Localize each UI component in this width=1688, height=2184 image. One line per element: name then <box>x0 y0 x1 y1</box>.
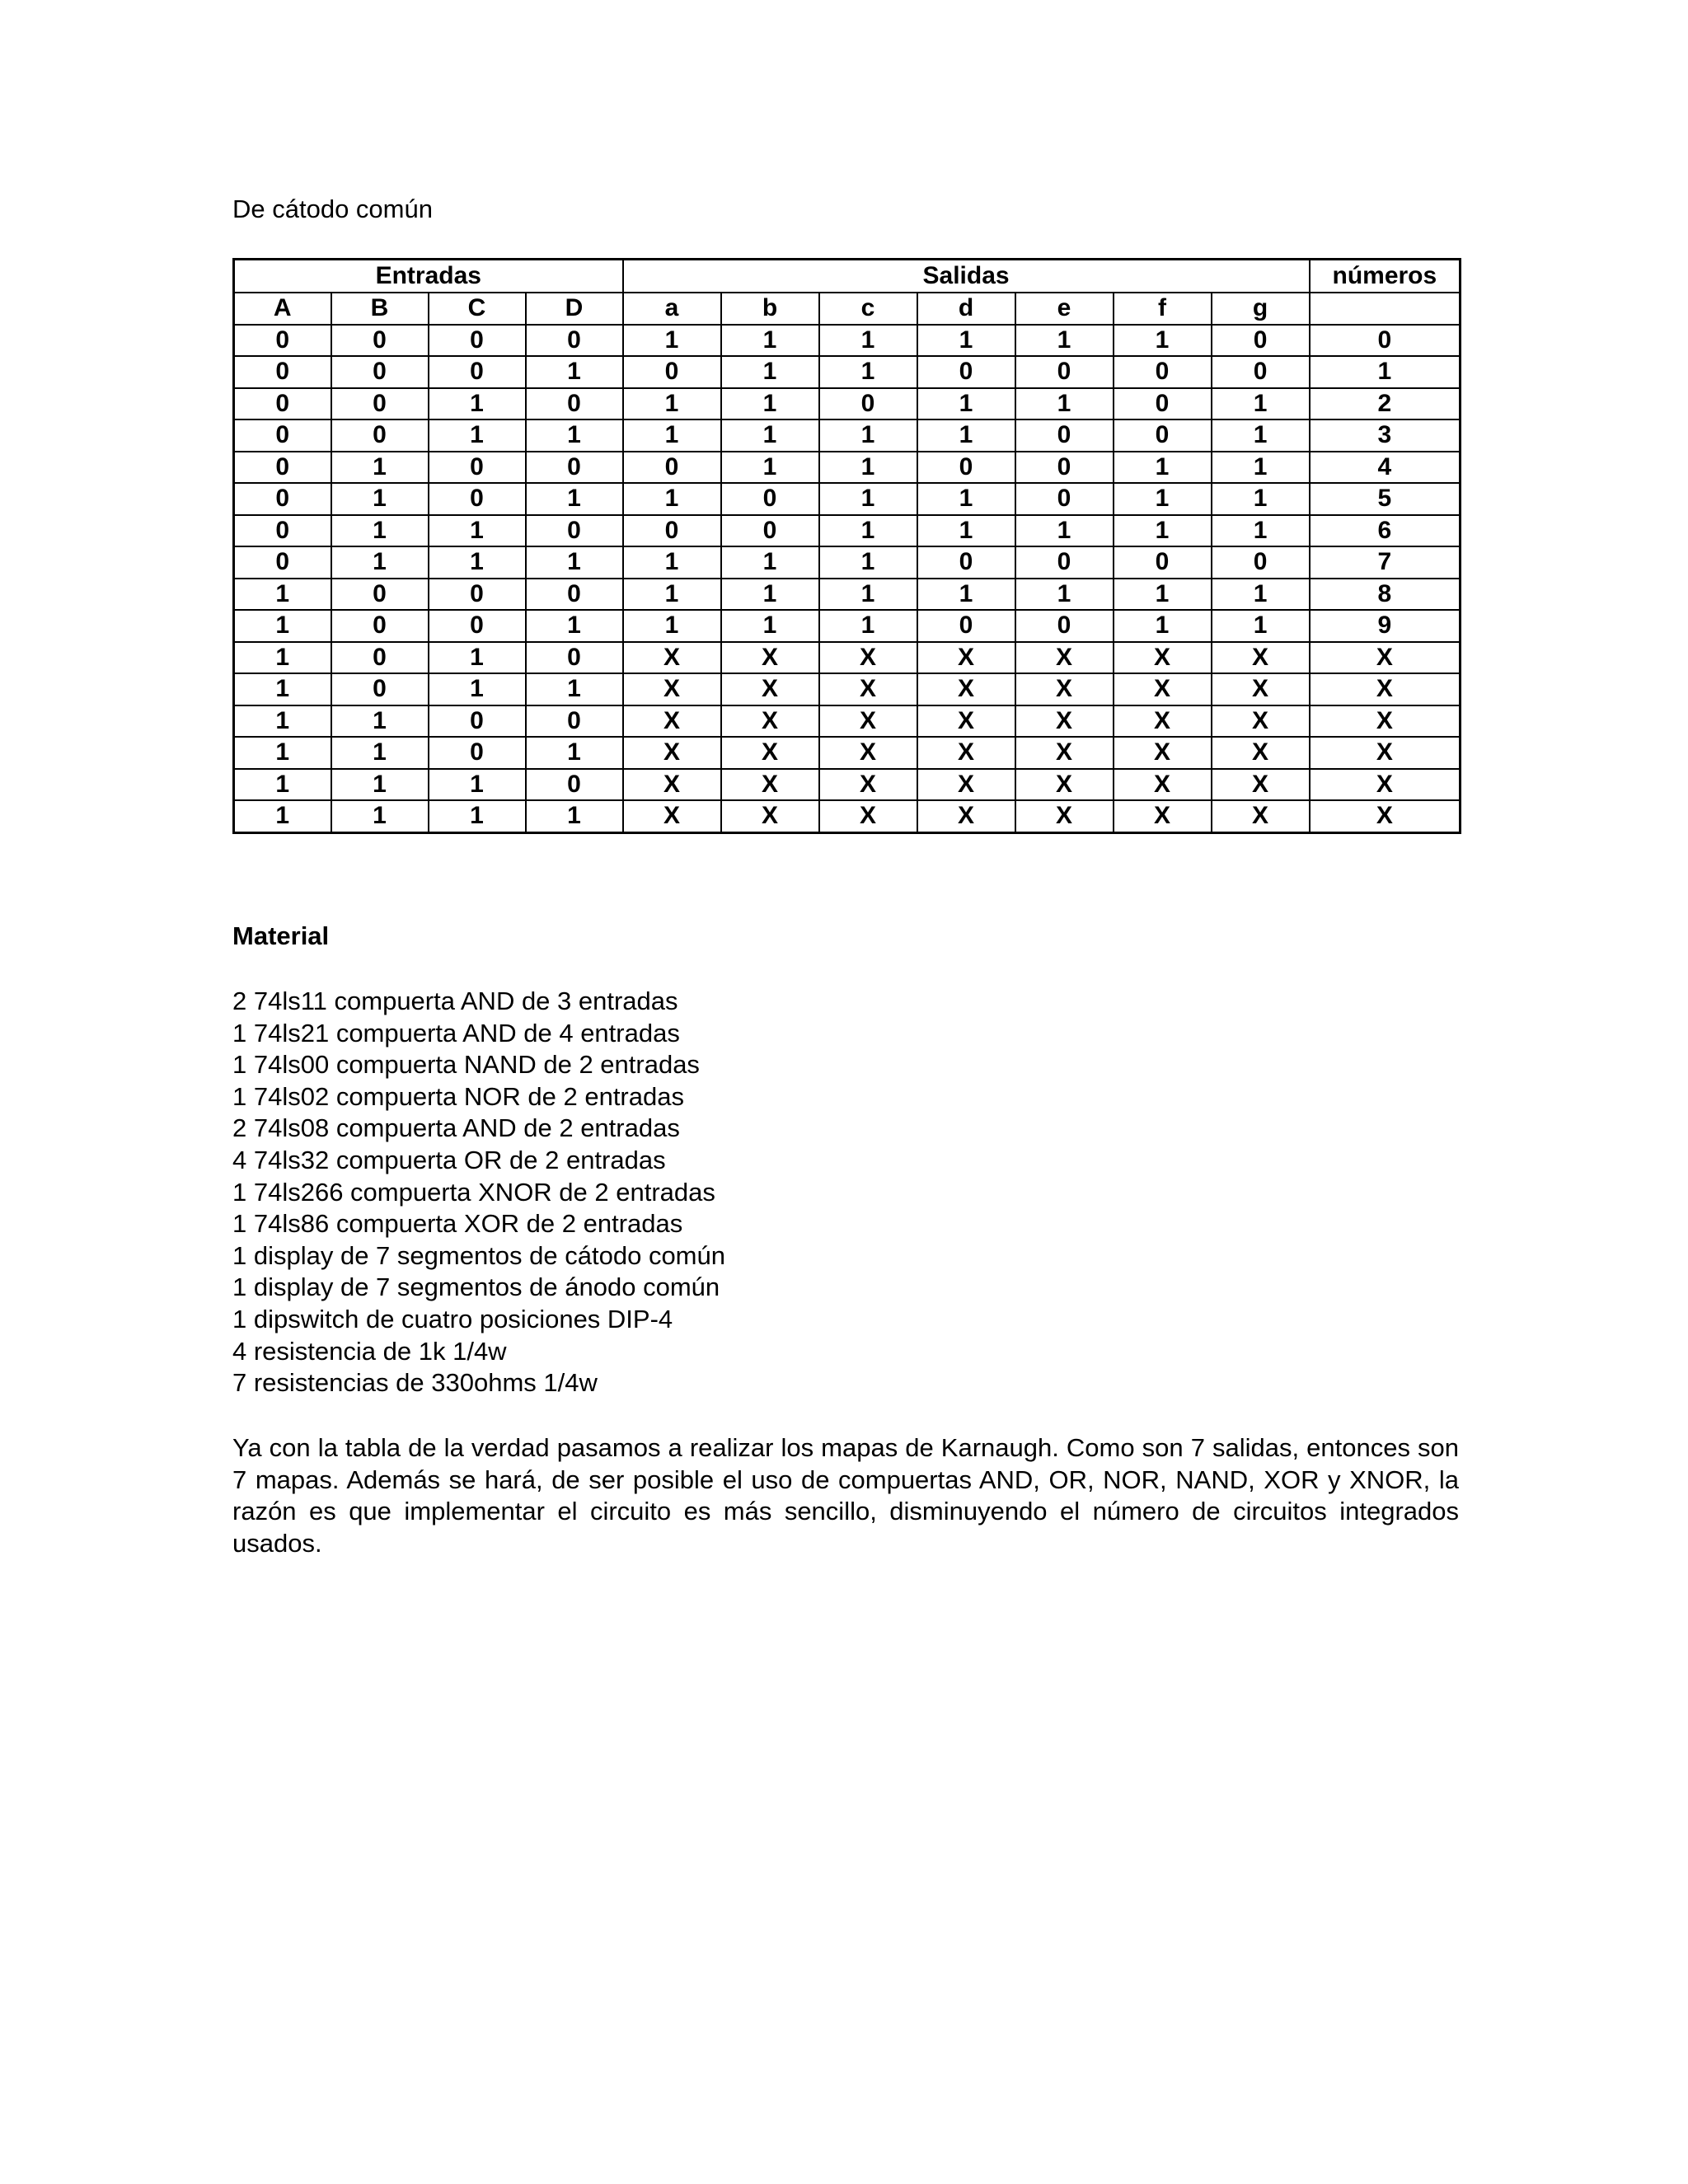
table-cell: X <box>623 800 721 832</box>
table-cell: 1 <box>623 419 721 452</box>
list-item: 1 74ls21 compuerta AND de 4 entradas <box>232 1018 680 1047</box>
table-cell: 1 <box>331 546 429 579</box>
table-cell: 0 <box>429 579 526 611</box>
table-cell: 1 <box>1212 515 1310 547</box>
table-cell: 0 <box>526 515 623 547</box>
table-row <box>234 419 1461 452</box>
material-list <box>232 986 725 1399</box>
table-cell: 0 <box>429 705 526 738</box>
table-cell: 1 <box>1015 325 1114 357</box>
column-header: b <box>721 293 819 325</box>
column-header: a <box>623 293 721 325</box>
table-cell: 0 <box>1114 419 1212 452</box>
table-cell: X <box>1310 642 1461 674</box>
table-cell: 1 <box>721 419 819 452</box>
table-row <box>234 546 1461 579</box>
table-cell: X <box>623 737 721 769</box>
table-row <box>234 800 1461 832</box>
table-cell: 1 <box>819 452 917 484</box>
table-cell: 0 <box>917 610 1015 642</box>
table-cell: 1 <box>917 483 1015 515</box>
table-cell: 1 <box>234 579 331 611</box>
table-cell: X <box>819 705 917 738</box>
table-cell: 0 <box>331 642 429 674</box>
table-cell: 1 <box>917 419 1015 452</box>
table-cell: X <box>1015 737 1114 769</box>
column-header <box>1310 293 1461 325</box>
table-cell: 1 <box>819 419 917 452</box>
table-cell: 1 <box>234 800 331 832</box>
table-cell: X <box>819 769 917 801</box>
table-cell: 1 <box>1114 483 1212 515</box>
table-cell: 1 <box>1114 515 1212 547</box>
table-cell: X <box>1310 705 1461 738</box>
table-cell: 1 <box>623 325 721 357</box>
table-cell: X <box>1212 673 1310 705</box>
table-cell: X <box>1212 705 1310 738</box>
table-cell: 1 <box>819 356 917 388</box>
table-cell: 1 <box>234 673 331 705</box>
table-cell: 1 <box>1212 610 1310 642</box>
table-cell: 1 <box>1212 388 1310 420</box>
table-cell: 8 <box>1310 579 1461 611</box>
table-cell: 3 <box>1310 419 1461 452</box>
table-cell: 0 <box>526 388 623 420</box>
table-cell: X <box>819 800 917 832</box>
list-item: 1 74ls00 compuerta NAND de 2 entradas <box>232 1050 700 1080</box>
column-header: B <box>331 293 429 325</box>
table-cell: X <box>1310 769 1461 801</box>
list-item: 7 resistencias de 330ohms 1/4w <box>232 1368 598 1398</box>
table-cell: 1 <box>429 673 526 705</box>
table-cell: X <box>819 737 917 769</box>
table-cell: 1 <box>1114 610 1212 642</box>
truth-table <box>232 258 1461 834</box>
table-row <box>234 388 1461 420</box>
table-cell: 0 <box>917 452 1015 484</box>
column-header: A <box>234 293 331 325</box>
material-title: Material <box>232 921 330 950</box>
inputs-header: Entradas <box>234 260 623 293</box>
table-cell: X <box>819 642 917 674</box>
table-cell: 1 <box>1114 579 1212 611</box>
table-cell: X <box>1114 705 1212 738</box>
table-cell: X <box>819 673 917 705</box>
table-cell: 1 <box>234 642 331 674</box>
table-row <box>234 705 1461 738</box>
column-header: C <box>429 293 526 325</box>
table-cell: 1 <box>1310 356 1461 388</box>
table-cell: 0 <box>234 515 331 547</box>
table-cell: 0 <box>1015 419 1114 452</box>
table-cell: 0 <box>526 579 623 611</box>
outputs-header: Salidas <box>623 260 1310 293</box>
table-cell: 1 <box>331 705 429 738</box>
table-cell: 1 <box>721 610 819 642</box>
table-cell: X <box>1114 642 1212 674</box>
table-cell: 1 <box>234 769 331 801</box>
table-cell: 9 <box>1310 610 1461 642</box>
numbers-header: números <box>1310 260 1461 293</box>
table-cell: 1 <box>623 610 721 642</box>
table-cell: 1 <box>623 483 721 515</box>
table-cell: 0 <box>1015 356 1114 388</box>
table-cell: X <box>623 642 721 674</box>
table-cell: X <box>1114 737 1212 769</box>
table-cell: X <box>721 737 819 769</box>
table-cell: X <box>917 800 1015 832</box>
column-header: g <box>1212 293 1310 325</box>
table-cell: 0 <box>721 515 819 547</box>
table-cell: 1 <box>429 642 526 674</box>
table-cell: 2 <box>1310 388 1461 420</box>
table-cell: 1 <box>819 325 917 357</box>
table-cell: 1 <box>429 515 526 547</box>
column-header: f <box>1114 293 1212 325</box>
table-cell: 0 <box>429 737 526 769</box>
table-cell: X <box>1015 705 1114 738</box>
list-item: 1 74ls02 compuerta NOR de 2 entradas <box>232 1081 684 1111</box>
table-cell: 1 <box>429 546 526 579</box>
table-cell: 1 <box>721 388 819 420</box>
table-cell: 1 <box>819 546 917 579</box>
table-cell: 1 <box>819 610 917 642</box>
table-cell: 0 <box>331 356 429 388</box>
section-heading: De cátodo común <box>232 194 433 223</box>
table-cell: 4 <box>1310 452 1461 484</box>
table-cell: 0 <box>331 673 429 705</box>
column-header: D <box>526 293 623 325</box>
table-cell: 0 <box>623 356 721 388</box>
table-row <box>234 610 1461 642</box>
table-cell: X <box>917 769 1015 801</box>
table-cell: 0 <box>234 452 331 484</box>
table-cell: 1 <box>1015 515 1114 547</box>
table-cell: X <box>1015 673 1114 705</box>
table-cell: 0 <box>526 642 623 674</box>
table-row <box>234 515 1461 547</box>
truth-table-body <box>234 260 1461 833</box>
table-cell: 1 <box>234 737 331 769</box>
table-cell: 7 <box>1310 546 1461 579</box>
table-cell: 0 <box>234 546 331 579</box>
table-cell: 1 <box>819 579 917 611</box>
table-cell: 1 <box>429 419 526 452</box>
table-cell: 1 <box>331 769 429 801</box>
table-cell: 1 <box>1015 388 1114 420</box>
table-cell: 1 <box>1212 579 1310 611</box>
table-cell: 0 <box>1212 546 1310 579</box>
table-cell: 1 <box>917 579 1015 611</box>
table-cell: X <box>1114 800 1212 832</box>
list-item: 4 resistencia de 1k 1/4w <box>232 1336 507 1366</box>
table-cell: X <box>623 769 721 801</box>
table-cell: 1 <box>721 452 819 484</box>
list-item: 1 74ls266 compuerta XNOR de 2 entradas <box>232 1177 715 1207</box>
table-cell: 1 <box>1212 419 1310 452</box>
table-cell: X <box>623 673 721 705</box>
table-cell: X <box>1310 737 1461 769</box>
table-cell: 1 <box>917 388 1015 420</box>
table-cell: 0 <box>917 546 1015 579</box>
table-cell: 1 <box>429 388 526 420</box>
table-cell: X <box>1212 737 1310 769</box>
table-row <box>234 452 1461 484</box>
table-cell: X <box>917 737 1015 769</box>
table-row <box>234 769 1461 801</box>
table-cell: 1 <box>1212 452 1310 484</box>
table-cell: 1 <box>819 483 917 515</box>
list-item: 2 74ls08 compuerta AND de 2 entradas <box>232 1113 680 1143</box>
table-cell: 0 <box>526 705 623 738</box>
column-header: d <box>917 293 1015 325</box>
table-cell: 0 <box>234 325 331 357</box>
table-cell: 0 <box>331 388 429 420</box>
table-cell: X <box>1212 769 1310 801</box>
table-cell: 6 <box>1310 515 1461 547</box>
list-item: 2 74ls11 compuerta AND de 3 entradas <box>232 987 678 1015</box>
table-cell: 0 <box>234 356 331 388</box>
table-cell: 1 <box>331 452 429 484</box>
table-cell: 0 <box>429 483 526 515</box>
table-cell: 1 <box>234 610 331 642</box>
column-header: c <box>819 293 917 325</box>
table-row <box>234 356 1461 388</box>
list-item: 1 74ls86 compuerta XOR de 2 entradas <box>232 1209 683 1239</box>
table-cell: X <box>1212 642 1310 674</box>
table-cell: 0 <box>1114 388 1212 420</box>
table-cell: 0 <box>1212 325 1310 357</box>
table-cell: 5 <box>1310 483 1461 515</box>
table-cell: 1 <box>623 388 721 420</box>
table-row <box>234 483 1461 515</box>
table-cell: 1 <box>1015 579 1114 611</box>
table-cell: X <box>721 673 819 705</box>
table-cell: 0 <box>1015 546 1114 579</box>
table-cell: 0 <box>429 356 526 388</box>
table-cell: 1 <box>331 800 429 832</box>
table-cell: 1 <box>1114 325 1212 357</box>
table-cell: 0 <box>331 419 429 452</box>
table-cell: 1 <box>1212 483 1310 515</box>
table-cell: 0 <box>917 356 1015 388</box>
table-cell: 0 <box>429 452 526 484</box>
table-cell: 0 <box>1015 610 1114 642</box>
table-cell: 1 <box>721 356 819 388</box>
table-cell: X <box>1114 673 1212 705</box>
table-cell: 1 <box>917 325 1015 357</box>
table-cell: 0 <box>234 388 331 420</box>
table-cell: X <box>1114 769 1212 801</box>
table-cell: 0 <box>1015 483 1114 515</box>
table-cell: X <box>1212 800 1310 832</box>
table-row <box>234 642 1461 674</box>
table-cell: 0 <box>623 515 721 547</box>
list-item: 1 display de 7 segmentos de cátodo común <box>232 1240 725 1270</box>
table-cell: X <box>917 642 1015 674</box>
table-cell: 0 <box>429 610 526 642</box>
table-cell: 1 <box>526 356 623 388</box>
table-cell: 0 <box>331 579 429 611</box>
table-cell: 0 <box>526 452 623 484</box>
table-cell: 1 <box>526 673 623 705</box>
table-cell: 0 <box>331 325 429 357</box>
table-cell: X <box>917 705 1015 738</box>
table-row <box>234 579 1461 611</box>
table-cell: 0 <box>526 325 623 357</box>
table-cell: X <box>721 800 819 832</box>
table-cell: 1 <box>234 705 331 738</box>
table-cell: X <box>721 705 819 738</box>
table-cell: 1 <box>526 737 623 769</box>
table-cell: 1 <box>331 515 429 547</box>
body-paragraph: Ya con la tabla de la verdad pasamos a realizar los mapas de Karnaugh. Como son 7 salidas, entonces son 7 mapas. Además se hará, de ser posible el uso de compuertas AND, OR, NOR, NAND, XOR y XNOR, la razón es que implementar el circuito es más sencillo, disminuyendo el número de circuitos integrados usados. <box>232 1433 1459 1558</box>
table-cell: 0 <box>1114 546 1212 579</box>
table-cell: 0 <box>331 610 429 642</box>
table-cell: X <box>1310 673 1461 705</box>
table-cell: X <box>1310 800 1461 832</box>
table-cell: 1 <box>526 419 623 452</box>
table-cell: 1 <box>331 737 429 769</box>
table-cell: 0 <box>1015 452 1114 484</box>
table-cell: 1 <box>721 325 819 357</box>
table-cell: 0 <box>1212 356 1310 388</box>
table-cell: 1 <box>526 483 623 515</box>
table-cell: 0 <box>234 483 331 515</box>
table-cell: 1 <box>429 769 526 801</box>
table-cell: 1 <box>331 483 429 515</box>
table-cell: 0 <box>721 483 819 515</box>
list-item: 1 dipswitch de cuatro posiciones DIP-4 <box>232 1304 673 1333</box>
table-cell: 0 <box>526 769 623 801</box>
table-cell: 1 <box>819 515 917 547</box>
table-cell: 1 <box>917 515 1015 547</box>
table-cell: 0 <box>429 325 526 357</box>
table-row <box>234 325 1461 357</box>
table-cell: X <box>1015 800 1114 832</box>
column-header: e <box>1015 293 1114 325</box>
table-cell: 1 <box>526 800 623 832</box>
table-cell: 0 <box>234 419 331 452</box>
table-cell: 0 <box>1114 356 1212 388</box>
table-cell: X <box>917 673 1015 705</box>
table-cell: 1 <box>721 546 819 579</box>
table-cell: 0 <box>623 452 721 484</box>
table-cell: 1 <box>526 546 623 579</box>
list-item: 1 display de 7 segmentos de ánodo común <box>232 1272 720 1302</box>
table-cell: 1 <box>1114 452 1212 484</box>
table-cell: 1 <box>623 579 721 611</box>
table-cell: X <box>1015 642 1114 674</box>
table-cell: 1 <box>429 800 526 832</box>
table-cell: 1 <box>526 610 623 642</box>
table-cell: 0 <box>1310 325 1461 357</box>
table-cell: X <box>623 705 721 738</box>
table-cell: X <box>721 642 819 674</box>
table-cell: 1 <box>721 579 819 611</box>
group-header-row <box>234 260 1461 293</box>
table-cell: X <box>1015 769 1114 801</box>
table-cell: 1 <box>623 546 721 579</box>
table-row <box>234 673 1461 705</box>
table-row <box>234 737 1461 769</box>
table-cell: 0 <box>819 388 917 420</box>
table-cell: X <box>721 769 819 801</box>
column-header-row <box>234 293 1461 325</box>
list-item: 4 74ls32 compuerta OR de 2 entradas <box>232 1145 666 1174</box>
